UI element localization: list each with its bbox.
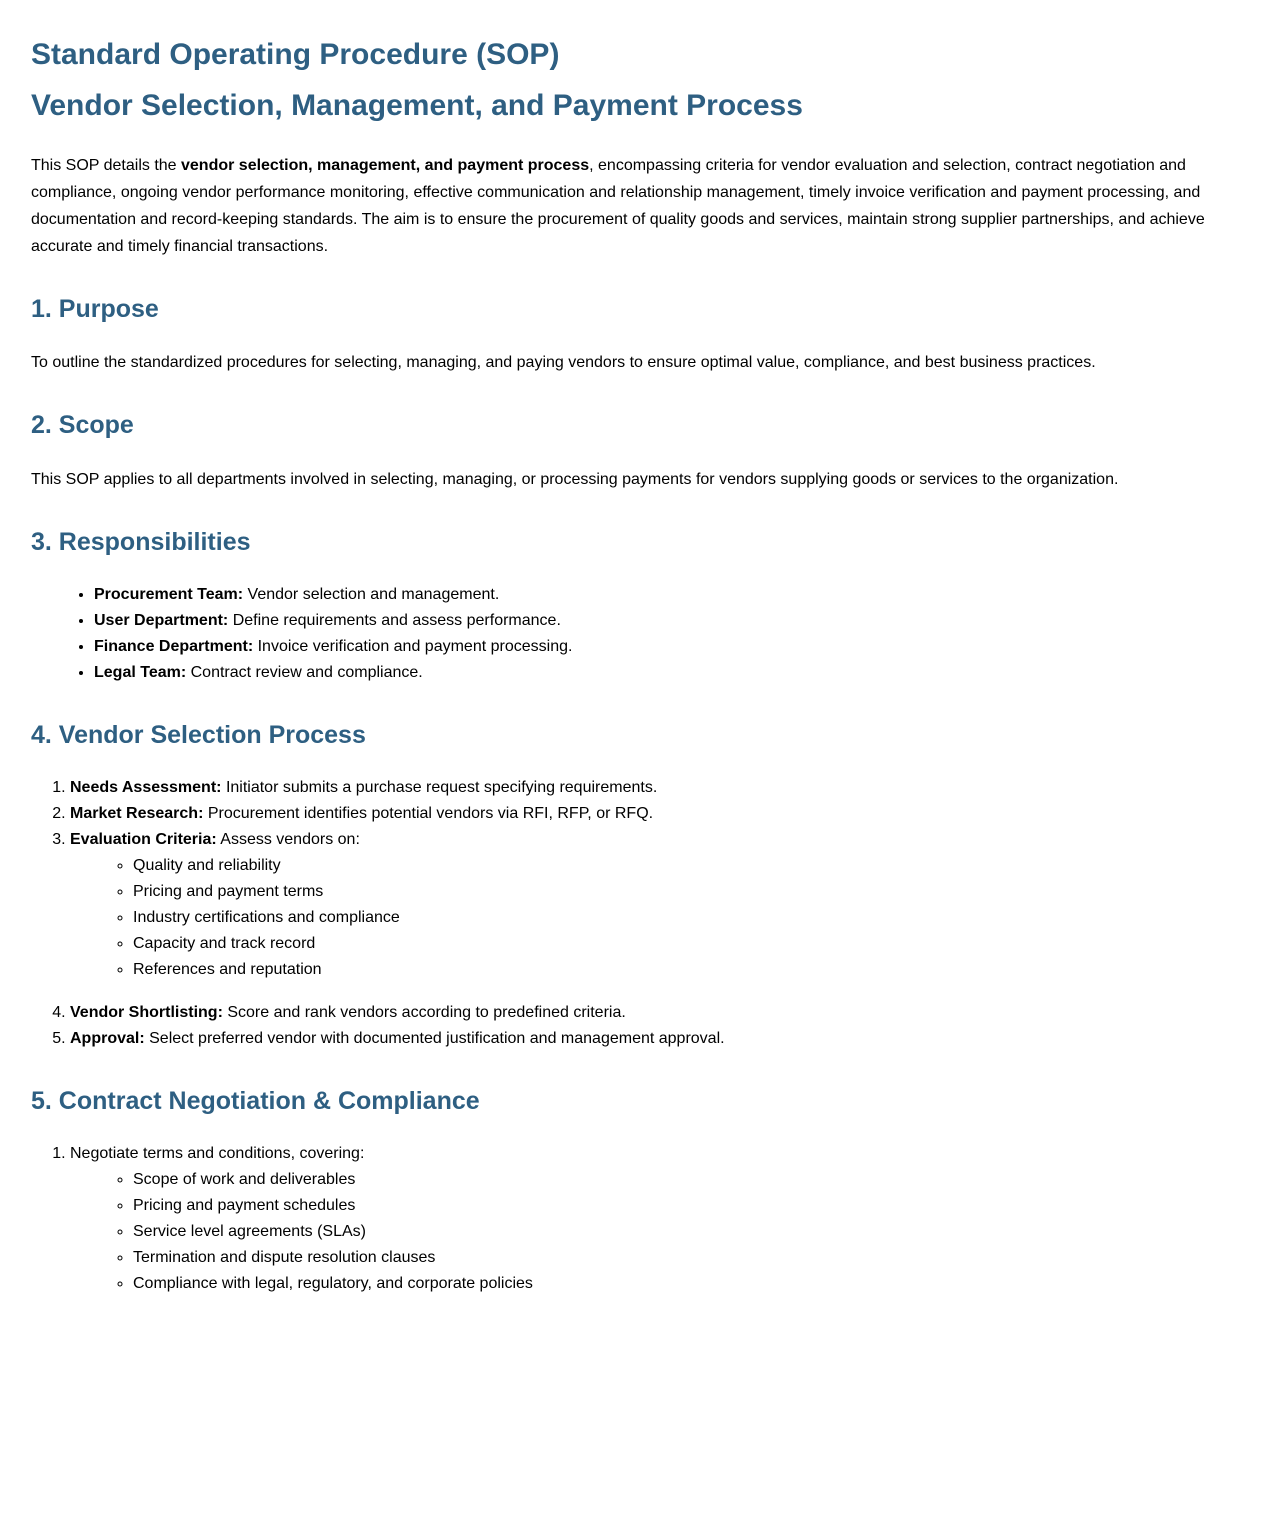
term-item: ◦ Termination and dispute resolution clauses xyxy=(133,1245,1232,1271)
contract-steps xyxy=(31,1141,1232,1297)
term-item: ◦ Scope of work and deliverables xyxy=(133,1167,1232,1193)
section-contract-negotiation xyxy=(31,1086,1232,1297)
step-text: Select preferred vendor with documented justification and management approval. xyxy=(149,1030,725,1047)
list-item-text: Invoice verification and payment processing. xyxy=(257,637,573,655)
step-text: Score and rank vendors according to predefined criteria. xyxy=(227,1004,626,1021)
list-item-label: Finance Department: xyxy=(94,637,254,655)
step-evaluation-criteria xyxy=(70,827,1232,983)
intro-text-pre: This SOP details the xyxy=(31,157,181,174)
list-item-label: Procurement Team: xyxy=(94,585,244,603)
contract-terms-list xyxy=(70,1167,1232,1297)
section-heading-purpose: 1. Purpose xyxy=(31,295,159,323)
list-item-label: Legal Team: xyxy=(94,663,187,681)
list-item-text: Contract review and compliance. xyxy=(190,663,423,681)
intro-paragraph xyxy=(31,152,1232,260)
step-label: Market Research: xyxy=(70,805,204,822)
section-heading-scope: 2. Scope xyxy=(31,411,134,440)
responsibilities-list xyxy=(31,582,1232,686)
scope-body: This SOP applies to all departments involved in selecting, managing, or processing payments for vendors supplying goods or services to the organization. xyxy=(31,470,1119,488)
list-item xyxy=(94,582,1232,608)
term-item: ◦ Service level agreements (SLAs) xyxy=(133,1219,1232,1245)
list-item-text: Define requirements and assess performance. xyxy=(232,611,561,629)
step-text: Procurement identifies potential vendors via RFI, RFP, or RFQ. xyxy=(207,805,654,822)
step-text: Initiator submits a purchase request specifying requirements. xyxy=(225,779,658,796)
criteria-item: ◦ Industry certifications and compliance xyxy=(133,905,1232,931)
vendor-selection-steps xyxy=(31,775,1232,1052)
term-item: ◦ Compliance with legal, regulatory, and corporate policies xyxy=(133,1271,1232,1297)
intro-bold-phrase: vendor selection, management, and payment process xyxy=(181,157,590,174)
criteria-item: ◦ Capacity and track record xyxy=(133,931,1232,957)
step-label: Approval: xyxy=(70,1030,145,1047)
section-scope xyxy=(31,410,1232,492)
step-label: Evaluation Criteria: xyxy=(70,831,217,848)
step-label: Vendor Shortlisting: xyxy=(70,1004,223,1021)
doc-title: Standard Operating Procedure (SOP) xyxy=(31,38,560,71)
step-text: Negotiate terms and conditions, covering: xyxy=(70,1145,365,1163)
step-market-research xyxy=(70,801,1232,827)
purpose-body: To outline the standardized procedures for selecting, managing, and paying vendors to ensure optimal value, compliance, and best business practices. xyxy=(31,354,1096,372)
section-heading-responsibilities: 3. Responsibilities xyxy=(31,527,251,556)
list-item xyxy=(94,608,1232,634)
section-purpose xyxy=(31,294,1232,376)
section-responsibilities xyxy=(31,527,1232,686)
section-vendor-selection xyxy=(31,720,1232,1052)
step-label: Needs Assessment: xyxy=(70,779,222,796)
term-item: ◦ Pricing and payment schedules xyxy=(133,1193,1232,1219)
intro-text-post: , encompassing criteria for vendor evaluation and selection, contract negotiation and compliance, ongoing vendor performance monitoring, effective communication and relationship management, timely invoice verification and payment processing, and documentation and record-keeping standards. The aim is to ensure the procurement of quality goods and services, maintain strong supplier partnerships, and achieve accurate and timely financial transactions. xyxy=(31,157,1205,255)
step-approval xyxy=(70,1026,1232,1052)
step-vendor-shortlisting xyxy=(70,1000,1232,1026)
criteria-item: ◦ Pricing and payment terms xyxy=(133,879,1232,905)
step-text: Assess vendors on: xyxy=(220,831,360,848)
list-item-label: User Department: xyxy=(94,611,229,629)
section-heading-contract-negotiation: 5. Contract Negotiation & Compliance xyxy=(31,1087,480,1115)
list-item-text: Vendor selection and management. xyxy=(247,585,500,603)
list-item xyxy=(94,634,1232,660)
step-negotiate-terms xyxy=(70,1141,1232,1297)
section-heading-vendor-selection: 4. Vendor Selection Process xyxy=(31,720,366,749)
doc-subtitle: Vendor Selection, Management, and Payment Process xyxy=(31,88,803,122)
evaluation-criteria-list xyxy=(70,853,1232,983)
step-needs-assessment xyxy=(70,775,1232,801)
criteria-item: ◦ References and reputation xyxy=(133,957,1232,983)
list-item xyxy=(94,660,1232,686)
criteria-item: ◦ Quality and reliability xyxy=(133,853,1232,879)
